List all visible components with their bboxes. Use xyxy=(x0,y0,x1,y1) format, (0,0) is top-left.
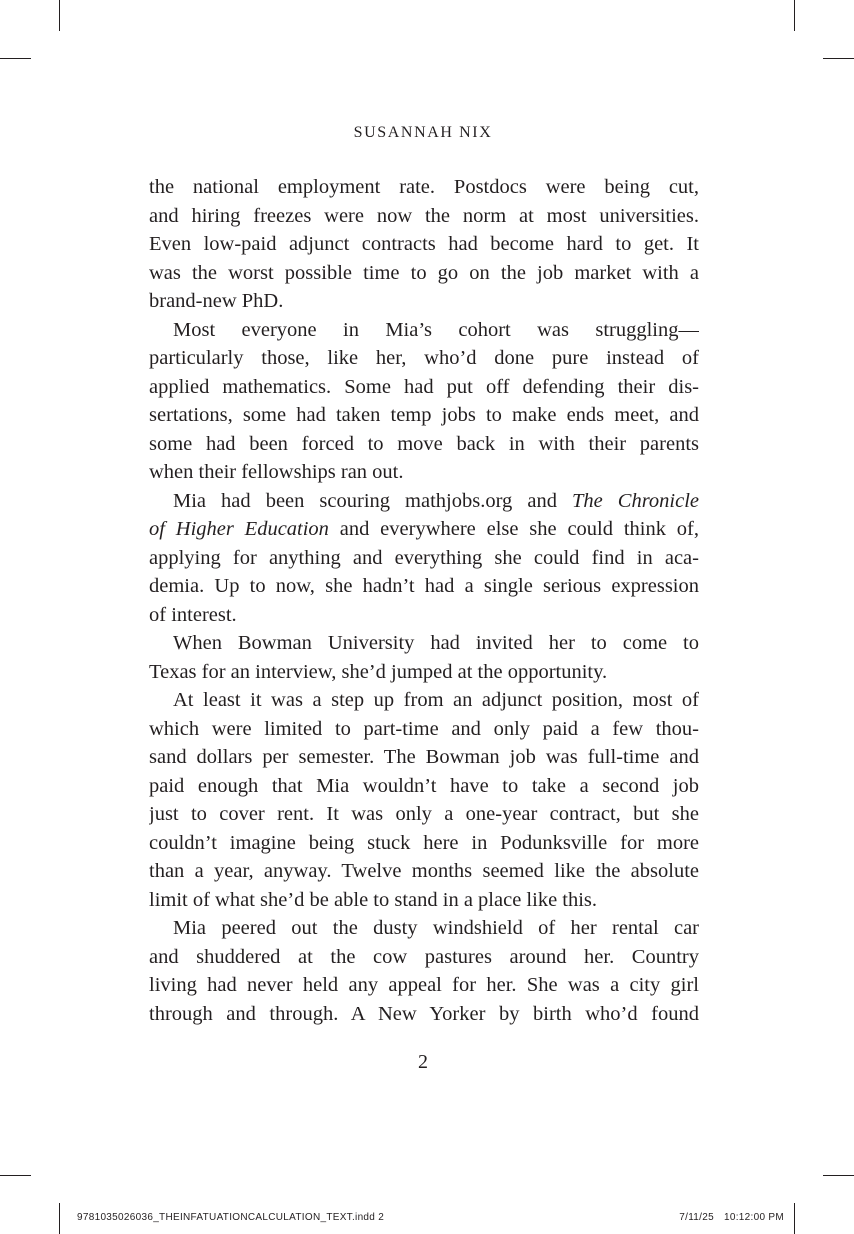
paragraph xyxy=(149,914,699,1028)
slug-timestamp xyxy=(669,1212,784,1223)
slug-filename: 9781035026036_THEINFATUATIONCALCULATION_TEXT.indd 2 xyxy=(77,1212,385,1223)
text-line: through and through. A New Yorker by birth who’d found xyxy=(149,1002,699,1025)
text-line: and hiring freezes were now the norm at most universities. xyxy=(149,204,699,227)
paragraph xyxy=(149,316,699,487)
text-line: paid enough that Mia wouldn’t have to take a second job xyxy=(149,774,699,797)
paragraph xyxy=(149,173,699,316)
text-line: than a year, anyway. Twelve months seemed like the absolute xyxy=(149,860,699,882)
crop-mark-left-top xyxy=(0,58,31,59)
italic-title: of Higher Education xyxy=(149,518,329,540)
crop-mark-right-bottom xyxy=(823,1175,854,1176)
text-line: Most everyone in Mia’s cohort was struggling— xyxy=(173,318,699,341)
crop-mark-top-right xyxy=(794,0,795,31)
paragraph xyxy=(149,686,699,914)
italic-title: The Chronicle xyxy=(571,489,699,512)
text-line xyxy=(149,515,699,544)
text-line: and shuddered at the cow pastures around her. Country xyxy=(149,945,699,968)
text-line: living had never held any appeal for her. She was a city girl xyxy=(149,974,699,996)
text-line: applied mathematics. Some had put off defending their dis- xyxy=(149,375,699,398)
slug-time: 10:12:00 PM xyxy=(723,1212,784,1223)
page-number: 2 xyxy=(418,1051,428,1073)
crop-mark-right-top xyxy=(823,58,854,59)
text-line: which were limited to part-time and only paid a few thou- xyxy=(149,717,699,740)
text-line xyxy=(149,487,699,516)
slug-date: 7/11/25 xyxy=(679,1212,714,1223)
crop-mark-left-bottom xyxy=(0,1175,31,1176)
text-line: particularly those, like her, who’d done pure instead of xyxy=(149,347,699,369)
text-run: and everywhere else she could think of, xyxy=(328,518,699,540)
text-line: Mia peered out the dusty windshield of her rental car xyxy=(173,917,699,939)
text-line: when their fellowships ran out. xyxy=(149,461,404,483)
text-line: sertations, some had taken temp jobs to make ends meet, and xyxy=(149,404,699,426)
text-line: was the worst possible time to go on the job market with a xyxy=(149,261,699,284)
text-line: brand-new PhD. xyxy=(149,290,284,312)
text-line: When Bowman University had invited her to come to xyxy=(173,632,699,654)
text-run: Mia had been scouring mathjobs.org and xyxy=(173,489,572,512)
text-line: applying for anything and everything she could find in aca- xyxy=(149,546,699,569)
text-line: some had been forced to move back in with their parents xyxy=(149,432,699,455)
text-line: couldn’t imagine being stuck here in Podunksville for more xyxy=(149,831,699,854)
crop-mark-bottom-left xyxy=(59,1203,60,1234)
text-line: limit of what she’d be able to stand in a place like this. xyxy=(149,888,598,911)
text-line: just to cover rent. It was only a one-year contract, but she xyxy=(149,803,699,825)
running-head: SUSANNAH NIX xyxy=(353,124,493,141)
text-line: Texas for an interview, she’d jumped at the opportunity. xyxy=(149,660,608,683)
text-line: sand dollars per semester. The Bowman job was full-time and xyxy=(149,746,699,768)
crop-mark-top-left xyxy=(59,0,60,31)
text-line: At least it was a step up from an adjunct position, most of xyxy=(173,689,699,711)
body-text xyxy=(149,173,699,1028)
text-line: demia. Up to now, she hadn’t had a single serious expression xyxy=(149,575,699,597)
text-line: Even low-paid adjunct contracts had become hard to get. It xyxy=(149,233,699,255)
paragraph xyxy=(149,487,699,630)
text-line: the national employment rate. Postdocs were being cut, xyxy=(149,176,699,198)
paragraph xyxy=(149,629,699,686)
crop-mark-bottom-right xyxy=(794,1203,795,1234)
text-line: of interest. xyxy=(149,603,237,626)
